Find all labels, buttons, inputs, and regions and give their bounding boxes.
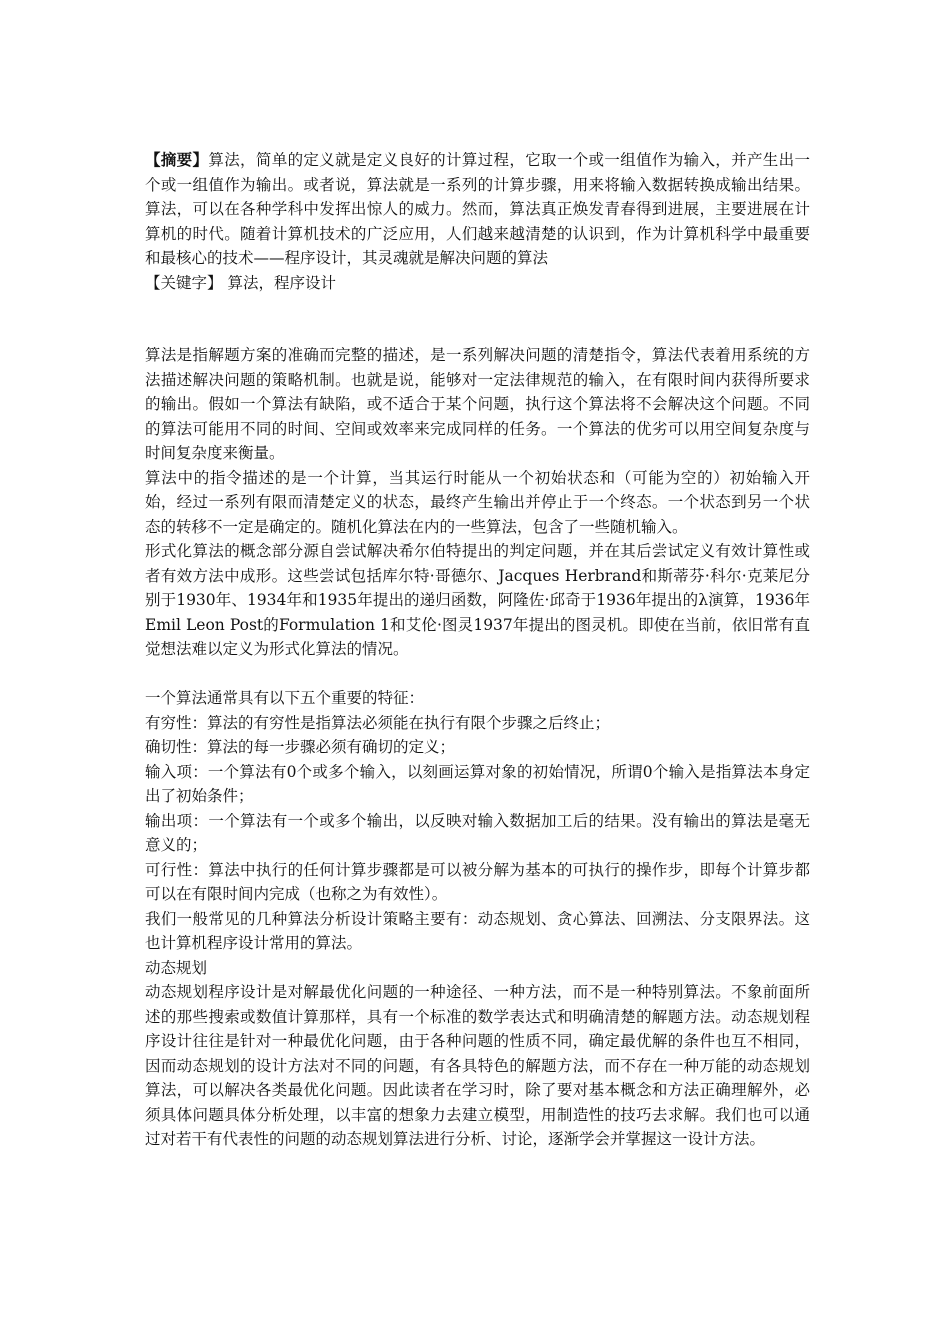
abstract-text: 算法，简单的定义就是定义良好的计算过程，它取一个或一组值作为输入，并产生出一个或一组值作为输出。或者说，算法就是一系列的计算步骤，用来将输入数据转换成输出结果。算法，可以在各种学科中发挥出惊人的威力。然而，算法真正焕发青春得到进展，主要进展在计算机的时代。随着计算机技术的广泛应用，人们越来越清楚的认识到，作为计算机科学中最重要和最核心的技术——程序设计，其灵魂就是解决问题的算法 <box>145 151 810 267</box>
abstract-label: 【摘要】 <box>145 150 209 169</box>
feature-item: 可行性：算法中执行的任何计算步骤都是可以被分解为基本的可执行的操作步，即每个计算步都可以在有限时间内完成（也称之为有效性）。 <box>145 860 810 903</box>
body-paragraph: 算法是指解题方案的准确而完整的描述，是一系列解决问题的清楚指令，算法代表着用系统的方法描述解决问题的策略机制。也就是说，能够对一定法律规范的输入，在有限时间内获得所要求的输出。假如一个算法有缺陷，或不适合于某个问题，执行这个算法将不会解决这个问题。不同的算法可能用不同的时间、空间或效率来完成同样的任务。一个算法的优劣可以用空间复杂度与时间复杂度来衡量。 <box>145 346 810 462</box>
keywords-label: 【关键字】 <box>145 273 223 292</box>
body-paragraph: 动态规划程序设计是对解最优化问题的一种途径、一种方法，而不是一种特别算法。不象前面所述的那些搜索或数值计算那样，具有一个标准的数学表达式和明确清楚的解题方法。动态规划程序设计往往是针对一种最优化问题，由于各种问题的性质不同，确定最优解的条件也互不相同，因而动态规划的设计方法对不同的问题，有各具特色的解题方法，而不存在一种万能的动态规划算法，可以解决各类最优化问题。因此读者在学习时，除了要对基本概念和方法正确理解外，必须具体问题具体分析处理，以丰富的想象力去建立模型，用制造性的技巧去求解。我们也可以通过对若干有代表性的问题的动态规划算法进行分析、讨论，逐渐学会并掌握这一设计方法。 <box>145 983 810 1148</box>
body-paragraph: 形式化算法的概念部分源自尝试解决希尔伯特提出的判定问题，并在其后尝试定义有效计算性或者有效方法中成形。这些尝试包括库尔特·哥德尔、Jacques Herbrand和斯蒂芬·科尔·克莱尼分别于1930年、1934年和1935年提出的递归函数，阿隆佐·邱奇于1936年提出的λ演算，1936年Emil Leon Post的Formulation 1和艾伦·图灵1937年提出的图灵机。即使在当前，依旧常有直觉想法难以定义为形式化算法的情况。 <box>145 542 810 658</box>
feature-item: 输入项：一个算法有0个或多个输入，以刻画运算对象的初始情况，所谓0个输入是指算法本身定出了初始条件； <box>145 762 810 805</box>
body-text <box>145 343 810 1152</box>
feature-item: 输出项：一个算法有一个或多个输出，以反映对输入数据加工后的结果。没有输出的算法是毫无意义的； <box>145 811 810 854</box>
keywords-text: 算法，程序设计 <box>222 273 336 292</box>
body-paragraph: 我们一般常见的几种算法分析设计策略主要有：动态规划、贪心算法、回溯法、分支限界法。这也计算机程序设计常用的算法。 <box>145 909 810 952</box>
document-page <box>145 148 810 1152</box>
blank-line <box>145 662 810 687</box>
body-paragraph: 算法中的指令描述的是一个计算，当其运行时能从一个初始状态和（可能为空的）初始输入开始，经过一系列有限而清楚定义的状态，最终产生输出并停止于一个终态。一个状态到另一个状态的转移不一定是确定的。随机化算法在内的一些算法，包含了一些随机输入。 <box>145 468 810 536</box>
section-spacer <box>145 295 810 343</box>
feature-item: 确切性：算法的每一步骤必须有确切的定义； <box>145 738 456 756</box>
abstract-paragraph <box>145 148 810 271</box>
section-heading: 动态规划 <box>145 958 208 977</box>
feature-item: 有穷性：算法的有穷性是指算法必须能在执行有限个步骤之后终止； <box>145 713 611 732</box>
keywords-paragraph <box>145 271 810 296</box>
body-paragraph: 一个算法通常具有以下五个重要的特征： <box>145 689 425 707</box>
